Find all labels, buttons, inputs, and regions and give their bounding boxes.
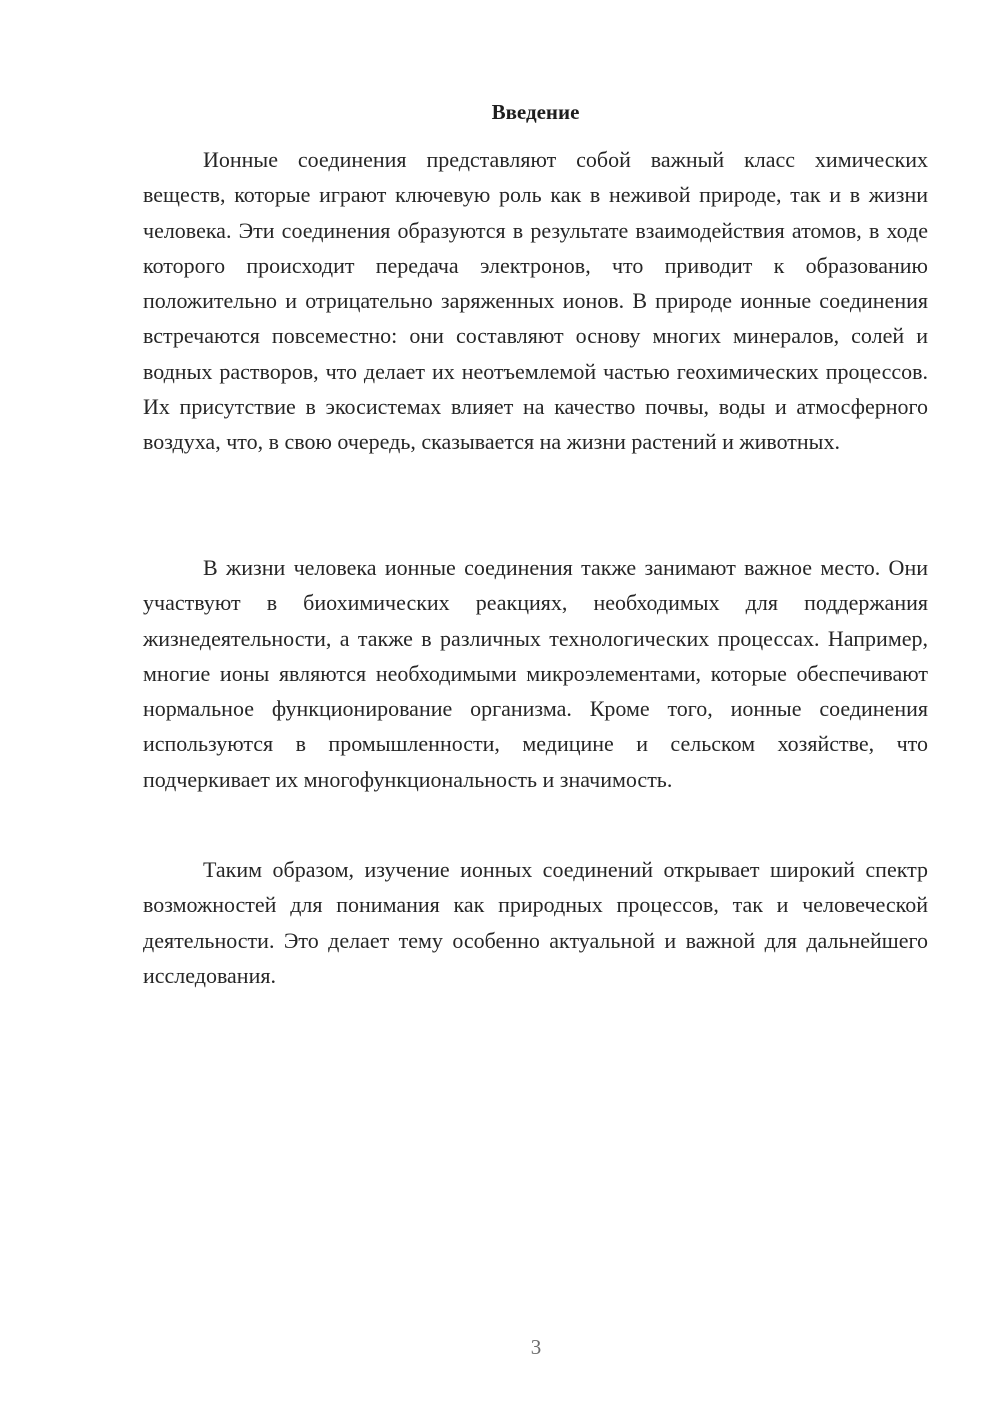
section-heading: Введение	[491, 100, 580, 124]
page-number: 3	[530, 1335, 542, 1359]
paragraph-1: Ионные соединения представляют собой важный класс химических веществ, которые играют ключевую роль как в неживой природе, так и в жизни человека. Эти соединения образуются в результате взаимодействия атомов, в ходе которого происходит передача электронов, что приводит к образованию положительно и отрицательно заряженных ионов. В природе ионные соединения встречаются повсеместно: они составляют основу многих минералов, солей и водных растворов, что делает их неотъемлемой частью геохимических процессов. Их присутствие в экосистемах влияет на качество почвы, воды и атмосферного воздуха, что, в свою очередь, сказывается на жизни растений и животных.	[143, 147, 928, 455]
paragraph-2: В жизни человека ионные соединения также занимают важное место. Они участвуют в биохимических реакциях, необходимых для поддержания жизнедеятельности, а также в различных технологических процессах. Например, многие ионы являются необходимыми микроэлементами, которые обеспечивают нормальное функционирование организма. Кроме того, ионные соединения используются в промышленности, медицине и сельском хозяйстве, что подчеркивает их многофункциональность и значимость.	[143, 555, 928, 792]
paragraph-3: Таким образом, изучение ионных соединений открывает широкий спектр возможностей для понимания как природных процессов, так и человеческой деятельности. Это делает тему особенно актуальной и важной для дальнейшего исследования.	[143, 857, 928, 988]
